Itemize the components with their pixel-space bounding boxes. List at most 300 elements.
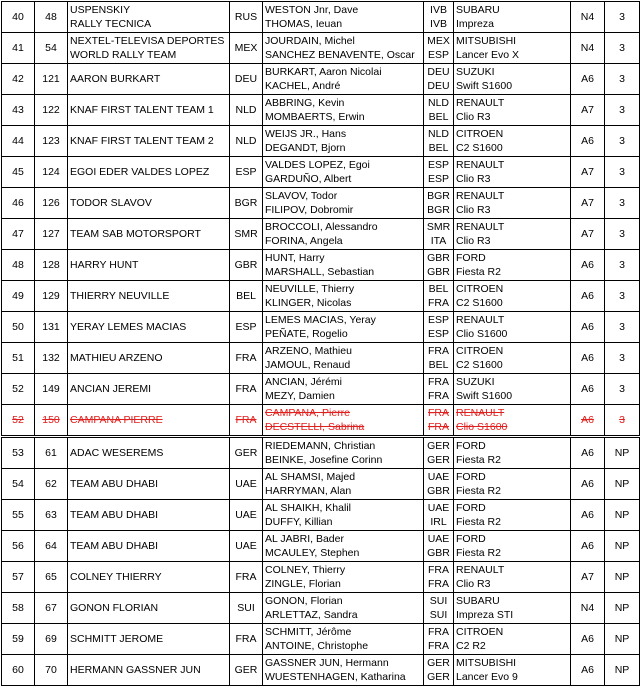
table-row xyxy=(2,312,640,343)
crew-line-1: AL JABRI, Bader xyxy=(265,533,344,545)
crew-nationality-line-2: FRA xyxy=(428,390,449,402)
car-number-text: 64 xyxy=(45,540,57,552)
position-text: 54 xyxy=(12,478,24,490)
crew-line-2: MOMBAERTS, Erwin xyxy=(265,111,365,123)
crew-nationality-line-2: FRA xyxy=(428,640,449,652)
class-text: A7 xyxy=(581,228,594,240)
entrant-nationality-cell xyxy=(230,500,263,531)
crew-cell xyxy=(263,2,424,33)
car-line-1: CITROEN xyxy=(456,345,504,357)
entrant-line-1: YERAY LEMES MACIAS xyxy=(70,321,187,333)
table-row xyxy=(2,374,640,405)
crew-line-1: AL SHAIKH, Khalil xyxy=(265,502,351,514)
entrant-cell xyxy=(68,593,230,624)
crew-cell xyxy=(263,437,424,469)
crew-nationality-line-1: DEU xyxy=(427,66,450,78)
entrant-line-1: TEAM ABU DHABI xyxy=(70,478,159,490)
position-text: 50 xyxy=(12,321,24,333)
entrant-nationality-cell xyxy=(230,624,263,655)
crew-nationality-line-2: IRL xyxy=(430,516,447,528)
crew-nationality-cell xyxy=(424,64,454,95)
table-row xyxy=(2,469,640,500)
crew-nationality-line-2: ESP xyxy=(427,49,449,61)
crew-line-1: BURKART, Aaron Nicolai xyxy=(265,66,382,78)
priority-cell xyxy=(605,593,640,624)
priority-cell xyxy=(605,2,640,33)
priority-text: 3 xyxy=(619,135,625,147)
entrant-line-1: EGOI EDER VALDES LOPEZ xyxy=(70,166,210,178)
crew-nationality-cell xyxy=(424,562,454,593)
crew-nationality-line-2: FRA xyxy=(428,297,449,309)
class-text: N4 xyxy=(580,42,595,54)
crew-line-2: ARLETTAZ, Sandra xyxy=(265,609,358,621)
entrant-nationality-cell xyxy=(230,655,263,686)
entrant-nationality-cell xyxy=(230,343,263,374)
crew-cell xyxy=(263,312,424,343)
car-line-1: RENAULT xyxy=(456,97,505,109)
car-number-text: 128 xyxy=(42,259,60,271)
car-number-cell xyxy=(35,562,68,593)
car-number-cell xyxy=(35,2,68,33)
entrant-line-1: TODOR SLAVOV xyxy=(70,197,152,209)
entrant-line-1: CAMPANA PIERRE xyxy=(70,414,163,426)
car-line-2: Clio S1600 xyxy=(456,328,508,340)
car-line-2: Impreza xyxy=(456,18,494,30)
position-cell xyxy=(2,374,35,405)
class-text: A6 xyxy=(581,447,594,459)
crew-nationality-line-1: FRA xyxy=(428,564,449,576)
crew-nationality-line-1: FRA xyxy=(428,407,449,419)
car-line-1: SUBARU xyxy=(456,4,500,16)
table-row xyxy=(2,250,640,281)
entrant-nationality-cell xyxy=(230,405,263,437)
car-cell xyxy=(454,157,571,188)
entrant-cell xyxy=(68,188,230,219)
car-number-text: 127 xyxy=(42,228,60,240)
entrant-cell xyxy=(68,624,230,655)
crew-nationality-line-2: GBR xyxy=(427,485,450,497)
entrant-cell xyxy=(68,219,230,250)
class-cell xyxy=(571,655,605,686)
table-row xyxy=(2,95,640,126)
crew-cell xyxy=(263,624,424,655)
crew-line-2: SANCHEZ BENAVENTE, Oscar xyxy=(265,49,415,61)
crew-nationality-line-1: BGR xyxy=(427,190,450,202)
position-text: 53 xyxy=(12,447,24,459)
position-text: 55 xyxy=(12,509,24,521)
position-text: 42 xyxy=(12,73,24,85)
car-number-cell xyxy=(35,33,68,64)
car-number-cell xyxy=(35,219,68,250)
priority-cell xyxy=(605,157,640,188)
priority-text: 3 xyxy=(619,290,625,302)
car-line-2: Fiesta R2 xyxy=(456,485,501,497)
crew-cell xyxy=(263,281,424,312)
position-cell xyxy=(2,562,35,593)
car-cell xyxy=(454,562,571,593)
crew-nationality-line-1: SUI xyxy=(429,595,448,607)
class-text: A6 xyxy=(581,509,594,521)
car-number-text: 131 xyxy=(42,321,60,333)
crew-nationality-line-1: IVB xyxy=(430,4,447,16)
car-number-cell xyxy=(35,437,68,469)
car-line-1: MITSUBISHI xyxy=(456,657,517,669)
priority-cell xyxy=(605,531,640,562)
position-text: 44 xyxy=(12,135,24,147)
entrant-cell xyxy=(68,64,230,95)
crew-nationality-line-1: SMR xyxy=(426,221,451,233)
priority-text: NP xyxy=(614,509,630,521)
class-text: A6 xyxy=(581,540,594,552)
entrant-nationality-text: UAE xyxy=(235,540,257,552)
car-cell xyxy=(454,405,571,437)
entrant-nationality-text: SUI xyxy=(237,602,255,614)
entrant-nationality-text: FRA xyxy=(235,633,257,645)
crew-cell xyxy=(263,562,424,593)
crew-cell xyxy=(263,250,424,281)
car-number-cell xyxy=(35,250,68,281)
position-cell xyxy=(2,343,35,374)
priority-text: NP xyxy=(614,447,630,459)
crew-line-1: JOURDAIN, Michel xyxy=(265,35,355,47)
class-text: A6 xyxy=(581,259,594,271)
car-cell xyxy=(454,343,571,374)
crew-line-1: AL SHAMSI, Majed xyxy=(265,471,356,483)
position-cell xyxy=(2,437,35,469)
crew-line-2: DECSTELLI, Sabrina xyxy=(265,421,365,433)
crew-nationality-cell xyxy=(424,95,454,126)
position-text: 47 xyxy=(12,228,24,240)
crew-line-2: DUFFY, Killian xyxy=(265,516,333,528)
crew-nationality-cell xyxy=(424,593,454,624)
car-number-text: 124 xyxy=(42,166,60,178)
crew-line-2: THOMAS, Ieuan xyxy=(265,18,343,30)
crew-line-1: VALDES LOPEZ, Egoi xyxy=(265,159,370,171)
crew-nationality-cell xyxy=(424,405,454,437)
car-number-text: 54 xyxy=(45,42,57,54)
priority-text: NP xyxy=(614,540,630,552)
crew-nationality-line-1: GBR xyxy=(427,252,450,264)
crew-cell xyxy=(263,655,424,686)
table-row xyxy=(2,531,640,562)
entrant-cell xyxy=(68,157,230,188)
car-number-cell xyxy=(35,593,68,624)
entrant-line-1: NEXTEL-TELEVISA DEPORTES xyxy=(70,35,225,47)
crew-line-2: ANTOINE, Christophe xyxy=(265,640,369,652)
car-number-text: 70 xyxy=(45,664,57,676)
priority-cell xyxy=(605,343,640,374)
crew-nationality-line-2: BEL xyxy=(428,359,449,371)
class-text: A7 xyxy=(581,197,594,209)
car-cell xyxy=(454,374,571,405)
car-line-2: Impreza STI xyxy=(456,609,514,621)
car-line-2: Fiesta R2 xyxy=(456,454,501,466)
class-text: A6 xyxy=(581,478,594,490)
car-number-cell xyxy=(35,624,68,655)
car-line-1: RENAULT xyxy=(456,190,505,202)
class-cell xyxy=(571,64,605,95)
priority-text: NP xyxy=(614,633,630,645)
entrant-nationality-text: MEX xyxy=(234,42,258,54)
table-row-withdrawn xyxy=(2,405,640,437)
crew-line-1: ARZENO, Mathieu xyxy=(265,345,352,357)
crew-line-1: BROCCOLI, Alessandro xyxy=(265,221,378,233)
car-number-text: 149 xyxy=(42,383,60,395)
car-number-text: 67 xyxy=(45,602,57,614)
car-cell xyxy=(454,469,571,500)
crew-line-2: HARRYMAN, Alan xyxy=(265,485,352,497)
crew-cell xyxy=(263,593,424,624)
entrant-line-1: HARRY HUNT xyxy=(70,259,139,271)
class-cell xyxy=(571,157,605,188)
entrant-cell xyxy=(68,312,230,343)
class-text: A6 xyxy=(581,73,594,85)
crew-nationality-line-2: FRA xyxy=(428,421,449,433)
crew-nationality-cell xyxy=(424,157,454,188)
position-cell xyxy=(2,33,35,64)
car-cell xyxy=(454,437,571,469)
entrant-nationality-text: UAE xyxy=(235,509,257,521)
entrant-cell xyxy=(68,500,230,531)
crew-nationality-cell xyxy=(424,33,454,64)
entrant-nationality-text: GER xyxy=(234,664,258,676)
position-cell xyxy=(2,157,35,188)
priority-cell xyxy=(605,188,640,219)
priority-cell xyxy=(605,624,640,655)
crew-cell xyxy=(263,33,424,64)
crew-nationality-line-2: BEL xyxy=(428,111,449,123)
crew-line-1: ANCIAN, Jérémi xyxy=(265,376,343,388)
crew-nationality-line-1: FRA xyxy=(428,345,449,357)
entrant-nationality-cell xyxy=(230,469,263,500)
entrant-nationality-cell xyxy=(230,312,263,343)
class-text: A6 xyxy=(581,352,594,364)
class-cell xyxy=(571,33,605,64)
car-cell xyxy=(454,33,571,64)
priority-text: 3 xyxy=(619,321,625,333)
car-number-text: 122 xyxy=(42,104,60,116)
crew-nationality-cell xyxy=(424,281,454,312)
crew-line-1: WESTON Jnr, Dave xyxy=(265,4,359,16)
crew-cell xyxy=(263,157,424,188)
crew-nationality-line-1: GER xyxy=(427,657,450,669)
crew-nationality-line-1: BEL xyxy=(428,283,449,295)
position-cell xyxy=(2,469,35,500)
priority-cell xyxy=(605,33,640,64)
entrant-line-1: KNAF FIRST TALENT TEAM 1 xyxy=(70,104,214,116)
position-text: 40 xyxy=(12,11,24,23)
car-number-text: 61 xyxy=(45,447,57,459)
entrant-cell xyxy=(68,374,230,405)
crew-nationality-line-2: GER xyxy=(427,671,450,683)
car-line-2: Lancer Evo X xyxy=(456,49,520,61)
crew-nationality-cell xyxy=(424,500,454,531)
crew-nationality-line-1: UAE xyxy=(427,502,450,514)
priority-text: 3 xyxy=(619,383,625,395)
priority-cell xyxy=(605,374,640,405)
priority-cell xyxy=(605,500,640,531)
entrant-nationality-text: FRA xyxy=(235,414,257,426)
crew-nationality-cell xyxy=(424,312,454,343)
crew-line-1: ABBRING, Kevin xyxy=(265,97,345,109)
entrant-line-1: USPENSKIY xyxy=(70,4,131,16)
car-line-2: C2 S1600 xyxy=(456,359,503,371)
entrant-nationality-cell xyxy=(230,157,263,188)
crew-cell xyxy=(263,64,424,95)
position-cell xyxy=(2,531,35,562)
crew-nationality-line-1: GER xyxy=(427,440,450,452)
entrant-nationality-cell xyxy=(230,188,263,219)
crew-cell xyxy=(263,95,424,126)
car-line-2: C2 S1600 xyxy=(456,297,503,309)
entrant-nationality-text: UAE xyxy=(235,478,257,490)
crew-line-2: BEINKE, Josefine Corinn xyxy=(265,454,383,466)
car-line-1: FORD xyxy=(456,471,486,483)
crew-cell xyxy=(263,188,424,219)
car-cell xyxy=(454,624,571,655)
car-number-text: 65 xyxy=(45,571,57,583)
crew-line-1: HUNT, Harry xyxy=(265,252,325,264)
crew-nationality-cell xyxy=(424,437,454,469)
crew-line-1: NEUVILLE, Thierry xyxy=(265,283,355,295)
crew-nationality-cell xyxy=(424,469,454,500)
car-line-1: SUBARU xyxy=(456,595,500,607)
crew-nationality-line-2: IVB xyxy=(430,18,447,30)
car-cell xyxy=(454,500,571,531)
car-number-text: 121 xyxy=(42,73,60,85)
priority-text: 3 xyxy=(619,228,625,240)
car-number-cell xyxy=(35,64,68,95)
entrant-line-1: GONON FLORIAN xyxy=(70,602,159,614)
entrant-line-1: AARON BURKART xyxy=(70,73,161,85)
car-line-2: Clio R3 xyxy=(456,235,491,247)
crew-nationality-cell xyxy=(424,374,454,405)
entrant-nationality-text: GER xyxy=(234,447,258,459)
entrant-nationality-cell xyxy=(230,2,263,33)
entrant-line-2: WORLD RALLY TEAM xyxy=(70,49,177,61)
position-text: 46 xyxy=(12,197,24,209)
car-line-2: Fiesta R2 xyxy=(456,516,501,528)
entrant-line-1: TEAM SAB MOTORSPORT xyxy=(70,228,201,240)
priority-text: NP xyxy=(614,571,630,583)
crew-cell xyxy=(263,469,424,500)
priority-text: 3 xyxy=(619,73,625,85)
position-cell xyxy=(2,624,35,655)
car-number-text: 62 xyxy=(45,478,57,490)
crew-line-2: KACHEL, André xyxy=(265,80,341,92)
entrant-line-1: HERMANN GASSNER JUN xyxy=(70,664,201,676)
table-row xyxy=(2,655,640,686)
entrant-cell xyxy=(68,95,230,126)
position-cell xyxy=(2,500,35,531)
class-cell xyxy=(571,95,605,126)
car-number-cell xyxy=(35,188,68,219)
car-line-1: FORD xyxy=(456,502,486,514)
car-number-cell xyxy=(35,500,68,531)
position-text: 58 xyxy=(12,602,24,614)
table-row xyxy=(2,64,640,95)
entrant-line-1: THIERRY NEUVILLE xyxy=(70,290,170,302)
entrant-nationality-cell xyxy=(230,593,263,624)
crew-nationality-line-1: NLD xyxy=(427,97,449,109)
entrant-line-1: ANCIAN JEREMI xyxy=(70,383,152,395)
car-cell xyxy=(454,126,571,157)
entrant-nationality-cell xyxy=(230,33,263,64)
car-line-2: Clio R3 xyxy=(456,578,491,590)
class-text: A7 xyxy=(581,104,594,116)
crew-line-1: GONON, Florian xyxy=(265,595,343,607)
position-cell xyxy=(2,405,35,437)
car-number-cell xyxy=(35,126,68,157)
class-cell xyxy=(571,2,605,33)
car-line-1: CITROEN xyxy=(456,128,504,140)
priority-cell xyxy=(605,562,640,593)
car-line-2: C2 R2 xyxy=(456,640,486,652)
position-text: 60 xyxy=(12,664,24,676)
car-line-1: FORD xyxy=(456,440,486,452)
crew-nationality-line-2: ITA xyxy=(430,235,447,247)
class-text: A6 xyxy=(581,290,594,302)
crew-nationality-cell xyxy=(424,2,454,33)
crew-nationality-line-1: UAE xyxy=(427,471,450,483)
car-line-2: Lancer Evo 9 xyxy=(456,671,518,683)
car-line-2: Clio R3 xyxy=(456,204,491,216)
car-line-2: Fiesta R2 xyxy=(456,547,501,559)
crew-line-1: SCHMITT, Jérôme xyxy=(265,626,352,638)
position-text: 49 xyxy=(12,290,24,302)
entrant-nationality-text: GBR xyxy=(234,259,258,271)
priority-text: 3 xyxy=(619,11,625,23)
crew-nationality-cell xyxy=(424,343,454,374)
position-cell xyxy=(2,312,35,343)
crew-line-1: RIEDEMANN, Christian xyxy=(265,440,376,452)
crew-nationality-cell xyxy=(424,126,454,157)
entrant-cell xyxy=(68,562,230,593)
entrant-cell xyxy=(68,343,230,374)
table-row xyxy=(2,2,640,33)
crew-line-2: MARSHALL, Sebastian xyxy=(265,266,375,278)
position-text: 43 xyxy=(12,104,24,116)
crew-nationality-line-1: FRA xyxy=(428,626,449,638)
entrant-nationality-cell xyxy=(230,281,263,312)
class-cell xyxy=(571,312,605,343)
class-text: A7 xyxy=(581,166,594,178)
priority-text: NP xyxy=(614,478,630,490)
crew-nationality-line-2: DEU xyxy=(427,80,450,92)
class-cell xyxy=(571,343,605,374)
car-line-1: MITSUBISHI xyxy=(456,35,517,47)
entrant-nationality-text: FRA xyxy=(235,352,257,364)
car-number-text: 69 xyxy=(45,633,57,645)
crew-line-1: CAMPANA, Pierre xyxy=(265,407,350,419)
car-cell xyxy=(454,188,571,219)
car-cell xyxy=(454,250,571,281)
priority-cell xyxy=(605,219,640,250)
car-number-text: 63 xyxy=(45,509,57,521)
crew-nationality-cell xyxy=(424,250,454,281)
priority-text: 3 xyxy=(619,42,625,54)
priority-cell xyxy=(605,469,640,500)
entry-list-table xyxy=(1,1,640,686)
class-cell xyxy=(571,500,605,531)
entrant-cell xyxy=(68,437,230,469)
car-number-cell xyxy=(35,469,68,500)
crew-nationality-line-1: ESP xyxy=(427,159,449,171)
priority-cell xyxy=(605,64,640,95)
crew-line-2: JAMOUL, Renaud xyxy=(265,359,351,371)
car-line-1: RENAULT xyxy=(456,314,505,326)
class-text: A6 xyxy=(581,633,594,645)
